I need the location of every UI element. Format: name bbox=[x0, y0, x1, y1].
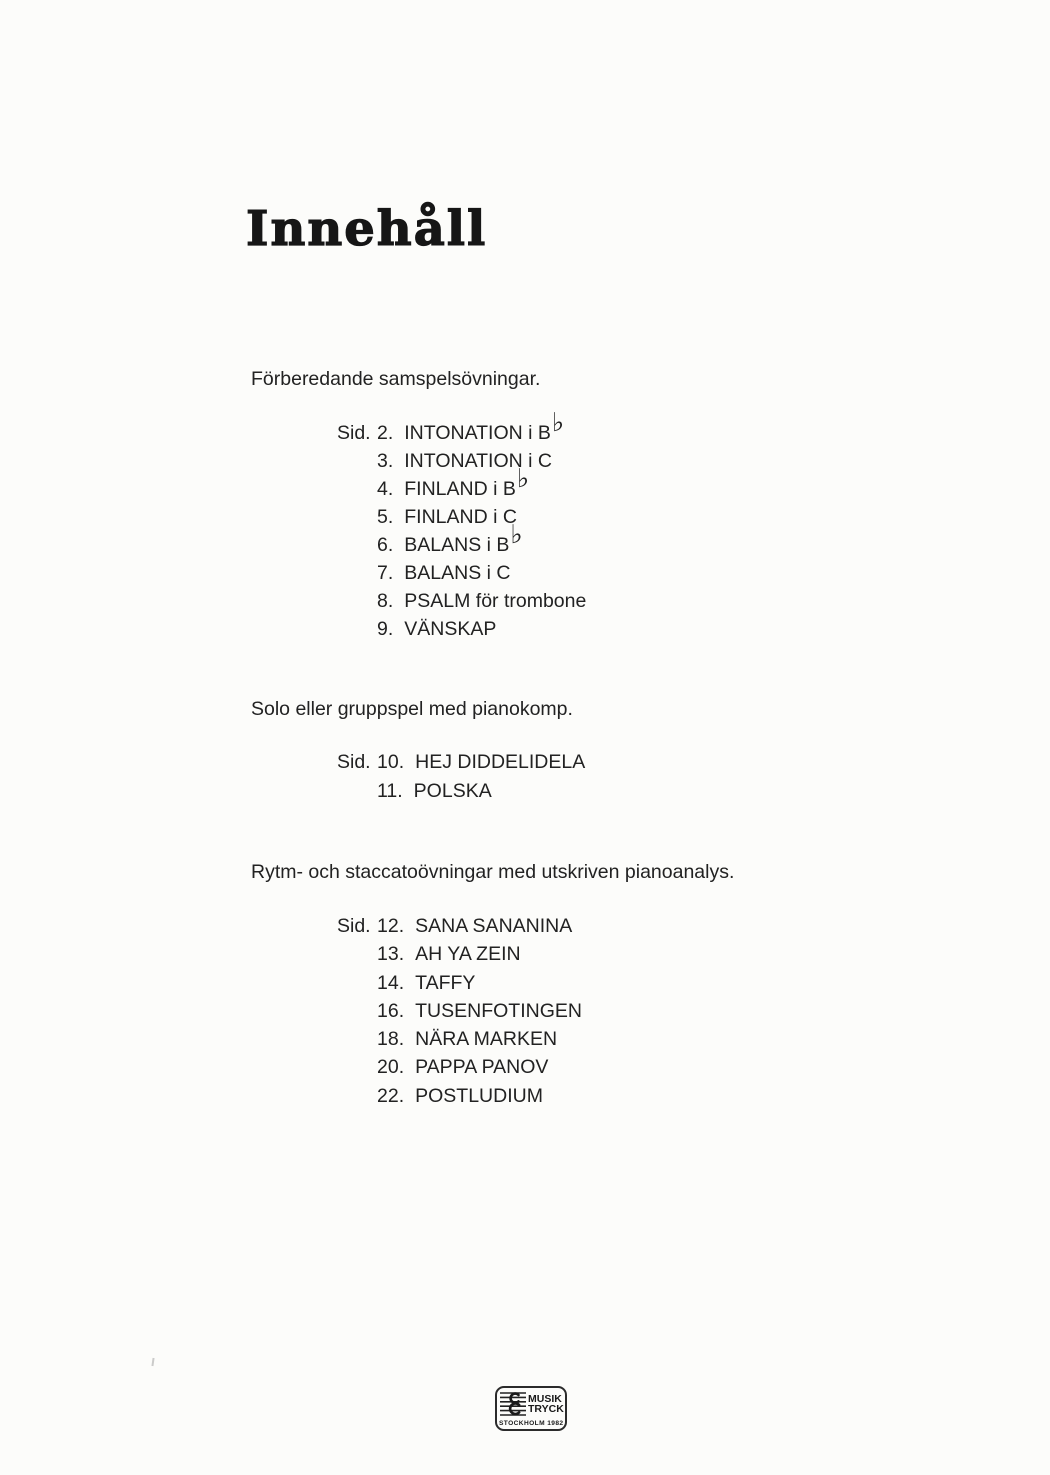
page-number: 22. bbox=[377, 1084, 405, 1107]
toc-row bbox=[337, 1053, 582, 1081]
toc-list-2 bbox=[337, 748, 585, 806]
page-number: 20. bbox=[377, 1056, 405, 1079]
page-number: 16. bbox=[377, 999, 405, 1022]
publisher-city-year: STOCKHOLM 1982 bbox=[499, 1420, 564, 1427]
piece-title: VÄNSKAP bbox=[404, 618, 497, 640]
sid-label: Sid. bbox=[337, 751, 371, 773]
piece-title: AH YA ZEIN bbox=[415, 943, 521, 966]
toc-list-1 bbox=[337, 408, 587, 643]
piece-title: FINLAND i C bbox=[404, 506, 517, 528]
toc-row bbox=[337, 969, 582, 997]
piece-title: BALANS i C bbox=[404, 562, 511, 584]
piece-title: BALANS i B bbox=[404, 534, 510, 556]
toc-row: 4. FINLAND i B ♭ bbox=[337, 475, 586, 503]
publisher-stamp-top bbox=[499, 1390, 563, 1417]
publisher-stamp bbox=[495, 1386, 567, 1431]
page-number: 5. bbox=[377, 506, 394, 528]
page-number: 9. bbox=[377, 618, 394, 640]
toc-row: Sid. 2. INTONATION i B ♭ bbox=[337, 419, 586, 447]
piece-title: SANA SANANINA bbox=[415, 915, 573, 937]
toc-row: 6. BALANS i B ♭ bbox=[337, 531, 586, 559]
sid-label: Sid. bbox=[337, 915, 371, 937]
toc-row bbox=[337, 503, 586, 531]
piece-title: FINLAND i B bbox=[404, 478, 516, 500]
toc-row bbox=[337, 447, 586, 475]
toc-row bbox=[337, 587, 586, 615]
scan-artifact bbox=[151, 1358, 154, 1366]
page-number: 3. bbox=[377, 450, 394, 472]
toc-row bbox=[337, 615, 586, 643]
toc-list-3 bbox=[337, 912, 582, 1110]
page-number: 4. bbox=[377, 478, 394, 500]
page-number: 7. bbox=[377, 562, 394, 584]
page-title: Innehåll bbox=[246, 201, 488, 257]
piece-title: PSALM för trombone bbox=[404, 590, 587, 612]
toc-row bbox=[337, 1082, 582, 1110]
toc-row bbox=[337, 559, 586, 587]
page-number: 11. bbox=[377, 780, 403, 802]
sid-label: Sid. bbox=[337, 422, 371, 444]
piece-title: TUSENFOTINGEN bbox=[415, 999, 582, 1022]
publisher-name bbox=[528, 1394, 564, 1414]
section-header-solo: Solo eller gruppspel med pianokomp. bbox=[251, 698, 573, 720]
toc-row bbox=[337, 912, 582, 940]
toc-row bbox=[337, 997, 582, 1025]
page-number: 2. bbox=[377, 422, 394, 444]
page-number: 14. bbox=[377, 971, 405, 994]
music-staff-logo-icon bbox=[500, 1390, 526, 1417]
toc-row bbox=[337, 777, 585, 806]
piece-title: HEJ DIDDELIDELA bbox=[415, 751, 586, 773]
piece-title: INTONATION i B bbox=[404, 422, 551, 444]
page-number: 8. bbox=[377, 590, 394, 612]
publisher-name-line1: MUSIK bbox=[528, 1392, 562, 1405]
page-number: 13. bbox=[377, 943, 405, 966]
toc-row bbox=[337, 748, 585, 777]
section-header-forberedande: Förberedande samspelsövningar. bbox=[251, 368, 541, 390]
page-number: 10. bbox=[377, 751, 405, 773]
section-header-rytm: Rytm- och staccatoövningar med utskriven pianoanalys. bbox=[251, 861, 735, 883]
page-number: 12. bbox=[377, 915, 405, 937]
toc-row bbox=[337, 940, 582, 968]
piece-title: POLSKA bbox=[413, 780, 492, 802]
piece-title: INTONATION i C bbox=[404, 450, 552, 472]
piece-title: PAPPA PANOV bbox=[415, 1056, 549, 1079]
page-number: 18. bbox=[377, 1028, 405, 1051]
page-number: 6. bbox=[377, 534, 394, 556]
piece-title: TAFFY bbox=[415, 971, 476, 994]
publisher-name-line2: TRYCK bbox=[528, 1402, 564, 1415]
piece-title: POSTLUDIUM bbox=[415, 1084, 543, 1107]
piece-title: NÄRA MARKEN bbox=[415, 1028, 558, 1051]
toc-row bbox=[337, 1025, 582, 1053]
